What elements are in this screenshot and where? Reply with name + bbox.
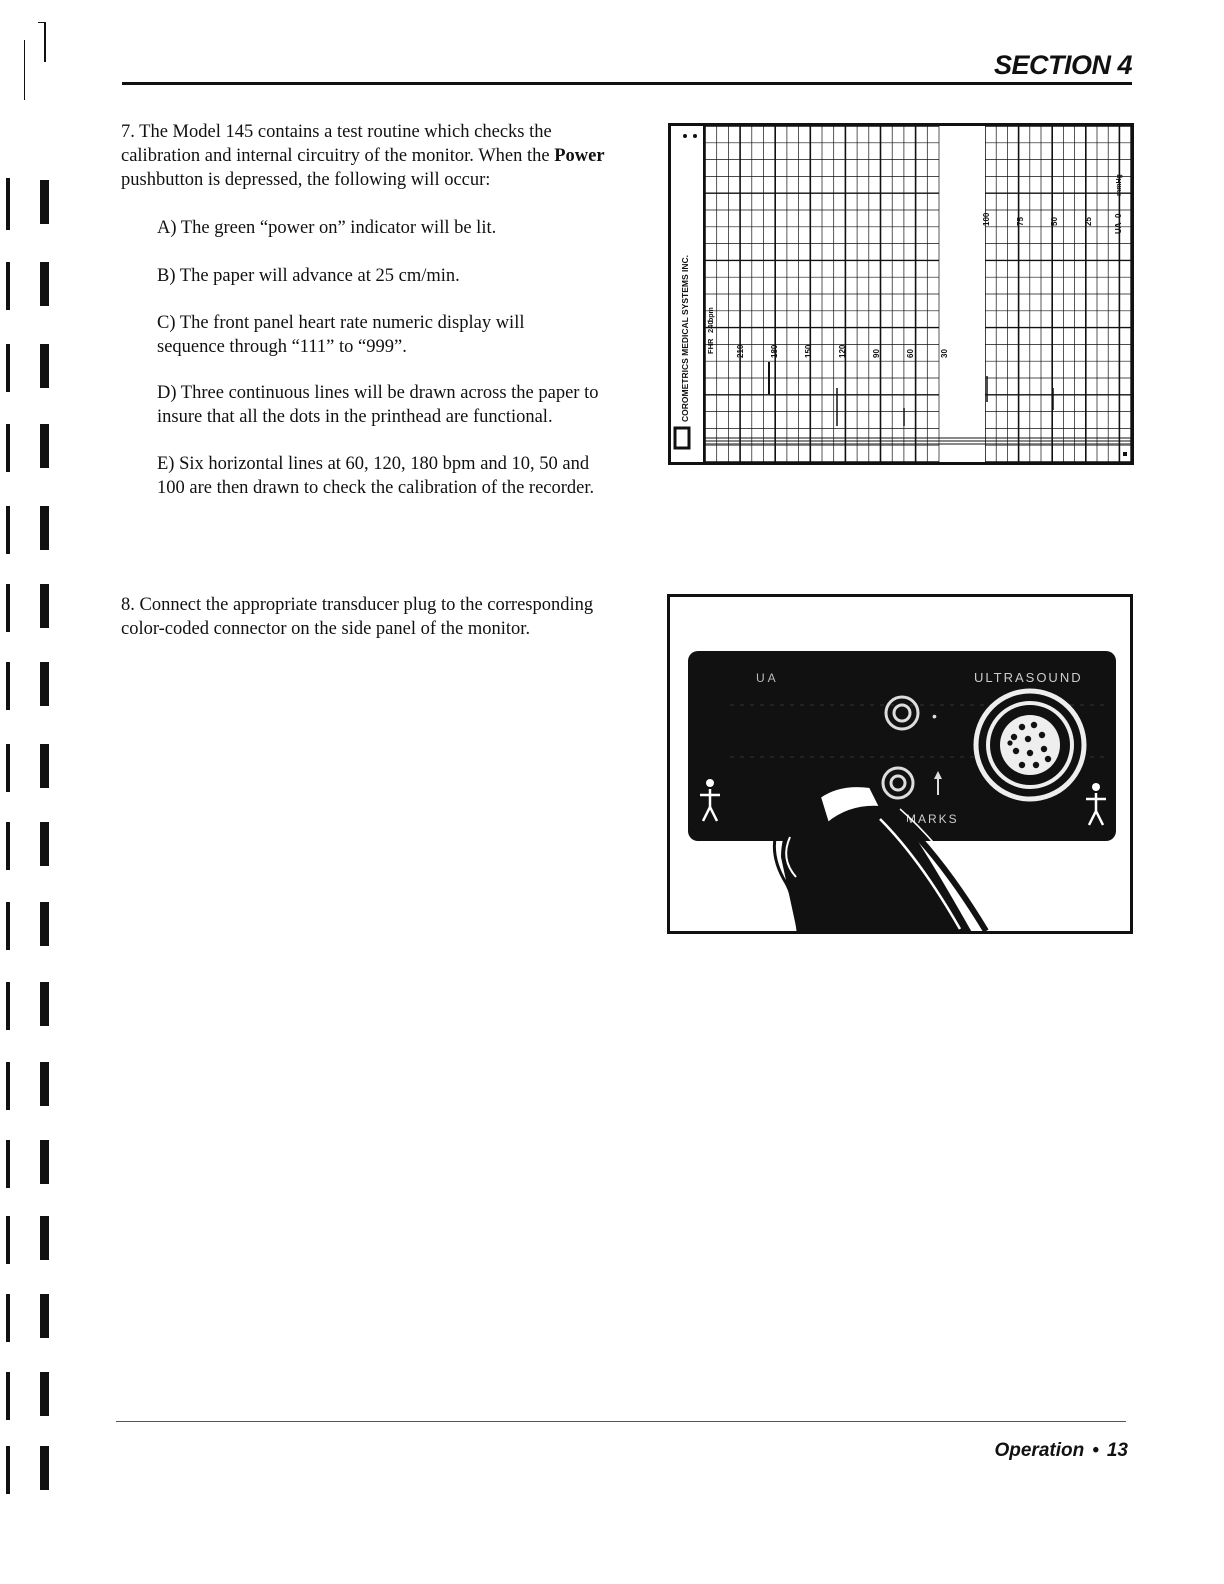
step-7-intro bbox=[121, 120, 621, 192]
step-7-item-e: E) Six horizontal lines at 60, 120, 180 bpm and 10, 50 and 100 are then drawn to check the calibration of the recorder. bbox=[157, 454, 595, 498]
fhr-unit-label: bpm bbox=[708, 307, 715, 322]
svg-text:•: • bbox=[932, 708, 937, 724]
fhr-tick-label: 210 bbox=[736, 344, 745, 358]
ua-panel-label: UA bbox=[756, 671, 779, 685]
page-footer bbox=[994, 1440, 1128, 1462]
step-8-text: 8. Connect the appropriate transducer plug to the corresponding color-coded connector on the side panel of the monitor. bbox=[121, 595, 594, 639]
ua-zero-label: 0 bbox=[1114, 213, 1123, 218]
footer-section-name: Operation bbox=[994, 1440, 1085, 1461]
brand-label: COROMETRICS MEDICAL SYSTEMS INC. bbox=[680, 254, 690, 422]
footer-separator: • bbox=[1092, 1440, 1099, 1461]
side-panel-figure bbox=[667, 594, 1133, 934]
ua-tick-label: 25 bbox=[1084, 217, 1093, 226]
step-7-item-b: B) The paper will advance at 25 cm/min. bbox=[157, 266, 460, 286]
power-term: Power bbox=[554, 146, 605, 166]
ua-label: UA bbox=[1114, 222, 1123, 234]
fhr-max-label: 240 bbox=[706, 320, 715, 333]
step-7-intro-start: 7. The Model 145 contains a test routine which checks the calibration and internal circuitry of the monitor. When the bbox=[121, 122, 555, 166]
header-rule bbox=[122, 82, 1132, 85]
fhr-tick-label: 30 bbox=[940, 349, 949, 358]
ua-grid bbox=[985, 126, 1131, 462]
marks-panel-label: MARKS bbox=[906, 812, 959, 826]
fhr-tick-label: 150 bbox=[804, 344, 813, 358]
ultrasound-connector bbox=[976, 691, 1084, 799]
step-7-item-a: A) The green “power on” indicator will be lit. bbox=[157, 218, 497, 238]
step-7-item-c: C) The front panel heart rate numeric display will sequence through “111” to “999”. bbox=[157, 313, 525, 357]
ultrasound-panel-label: ULTRASOUND bbox=[974, 670, 1083, 685]
calibration-strip-graphic bbox=[671, 126, 1131, 462]
fhr-tick-label: 60 bbox=[906, 349, 915, 358]
ua-tick-label: 50 bbox=[1050, 217, 1059, 226]
ua-tick-label: 75 bbox=[1016, 217, 1025, 226]
ua-tick-label: 100 bbox=[982, 212, 991, 226]
fhr-tick-label: 120 bbox=[838, 344, 847, 358]
step-7-intro-end: pushbutton is depressed, the following will occur: bbox=[121, 170, 491, 190]
fhr-tick-label: 90 bbox=[872, 349, 881, 358]
fhr-tick-label: 180 bbox=[770, 344, 779, 358]
ua-unit-label: mmHg bbox=[1116, 174, 1123, 196]
step-7-item-d: D) Three continuous lines will be drawn across the paper to insure that all the dots in the printhead are functional. bbox=[157, 383, 599, 427]
side-panel-graphic bbox=[670, 597, 1130, 931]
page-number: 13 bbox=[1106, 1440, 1128, 1461]
calibration-strip-figure bbox=[668, 123, 1134, 465]
footer-rule bbox=[116, 1421, 1126, 1422]
section-heading: SECTION 4 bbox=[993, 50, 1132, 80]
fhr-label: FHR bbox=[706, 338, 715, 354]
binding-edge bbox=[0, 0, 70, 1584]
